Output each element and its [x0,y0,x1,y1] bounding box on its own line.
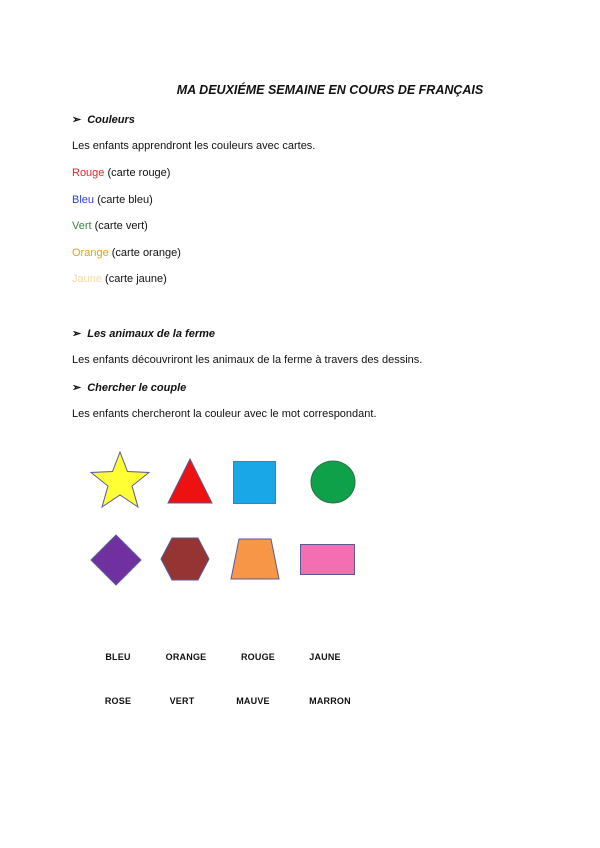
arrow-bullet-icon: ➢ [72,328,82,340]
color-word-label: BLEU [105,652,131,662]
square-icon [232,460,278,505]
color-word: Bleu [72,194,95,206]
color-line-rouge [72,167,170,179]
diamond-icon [88,532,144,588]
color-word-label: MAUVE [236,696,270,706]
couleurs-intro: Les enfants apprendront les couleurs avec cartes. [72,140,316,152]
diamond-shape [91,535,141,585]
page-title: MA DEUXIÉME SEMAINE EN COURS DE FRANÇAIS [176,83,484,97]
color-note: (carte rouge) [107,167,171,179]
color-word-label: MARRON [309,696,351,706]
color-line-bleu [72,194,153,206]
color-line-orange [72,247,181,259]
couple-text: Les enfants chercheront la couleur avec le mot correspondant. [72,408,377,420]
circle-icon [308,458,358,506]
color-word-label: ROUGE [240,652,275,662]
rectangle-shape [301,545,355,575]
color-line-vert [72,220,148,232]
color-word: Rouge [72,167,105,179]
heading-text: Couleurs [87,114,135,126]
color-note: (carte jaune) [105,273,167,285]
color-word-label: ORANGE [165,652,207,662]
rectangle-icon [299,543,357,577]
section-heading-animaux [72,327,215,340]
triangle-shape [168,459,212,503]
color-note: (carte vert) [94,220,148,232]
arrow-bullet-icon: ➢ [72,382,82,394]
square-shape [234,462,276,504]
hexagon-shape [161,538,209,580]
section-heading-couleurs [72,113,135,126]
triangle-icon [165,456,215,506]
color-word-label: VERT [169,696,195,706]
hexagon-icon [158,535,212,583]
circle-shape [311,461,355,503]
color-word: Orange [72,247,109,259]
star-shape [91,452,149,507]
star-icon [88,450,152,510]
color-note: (carte bleu) [97,194,153,206]
color-word: Vert [72,220,92,232]
heading-text: Chercher le couple [87,382,187,394]
color-line-jaune [72,273,167,285]
color-word-label: ROSE [104,696,132,706]
trapezoid-shape [231,539,279,579]
color-note: (carte orange) [111,247,181,259]
animaux-text: Les enfants découvriront les animaux de la ferme à travers des dessins. [72,354,423,366]
heading-text: Les animaux de la ferme [87,328,215,340]
section-heading-couple [72,381,186,394]
color-word-label: JAUNE [309,652,341,662]
trapezoid-icon [228,536,282,582]
color-word: Jaune [72,273,102,285]
arrow-bullet-icon: ➢ [72,114,82,126]
